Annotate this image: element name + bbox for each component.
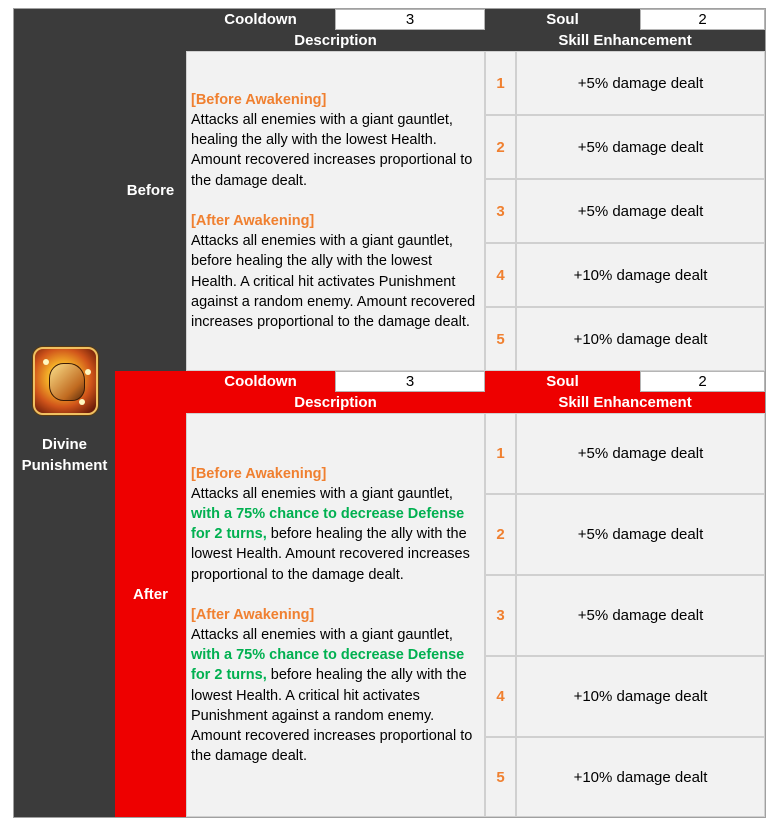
after-awakening-label: [After Awakening] — [191, 606, 315, 623]
phase-before-label: Before — [115, 9, 186, 371]
after-description-header: Description — [186, 392, 485, 413]
before-awakening-label: [Before Awakening] — [191, 465, 327, 482]
before-enhancement-level: 3 — [485, 179, 516, 243]
after-awakening-text: Attacks all enemies with a giant gauntlet, before healing the ally with the lowest Health. A critical hit activates Punishment against a random enemy. Amount recovered increases proportional to the damage dealt. — [191, 233, 476, 330]
before-soul-label: Soul — [485, 9, 640, 30]
before-enhancement-text: +5% damage dealt — [516, 51, 765, 115]
skill-name-line1: Divine — [41, 436, 87, 453]
phase-after-label: After — [115, 371, 186, 817]
debuff-highlight: with a 75% chance to decrease Defense for 2 turns, — [191, 505, 465, 543]
after-enhancement-text: +5% damage dealt — [516, 575, 765, 656]
before-awakening-label: [Before Awakening] — [191, 91, 327, 108]
before-enhancement-text: +10% damage dealt — [516, 307, 765, 371]
before-description-header: Description — [186, 30, 485, 51]
after-enhancement-level: 1 — [485, 413, 516, 494]
before-enhancement-level: 1 — [485, 51, 516, 115]
before-description — [186, 51, 485, 371]
after-enhancement-header: Skill Enhancement — [485, 392, 765, 413]
before-cooldown-value: 3 — [335, 9, 485, 30]
before-cooldown-label: Cooldown — [186, 9, 335, 30]
before-awakening-text: Attacks all enemies with a giant gauntlet, healing the ally with the lowest Health. Amount recovered increases proportional to the damage dealt. — [191, 112, 473, 189]
after-enhancement-text: +5% damage dealt — [516, 494, 765, 575]
spark-icon — [43, 359, 49, 365]
before-enhancement-level: 4 — [485, 243, 516, 307]
gauntlet-icon — [49, 363, 85, 401]
before-enhancement-level: 5 — [485, 307, 516, 371]
spark-icon — [85, 369, 91, 375]
after-enhancement-text: +10% damage dealt — [516, 737, 765, 817]
before-enhancement-text: +10% damage dealt — [516, 243, 765, 307]
before-enhancement-text: +5% damage dealt — [516, 179, 765, 243]
before-enhancement-level: 2 — [485, 115, 516, 179]
text-segment: Attacks all enemies with a giant gauntlet, — [191, 627, 453, 643]
after-enhancement-level: 5 — [485, 737, 516, 817]
after-cooldown-value: 3 — [335, 371, 485, 392]
after-enhancement-text: +5% damage dealt — [516, 413, 765, 494]
skill-name — [14, 434, 115, 476]
after-description — [186, 413, 485, 817]
after-enhancement-level: 4 — [485, 656, 516, 737]
text-segment: Attacks all enemies with a giant gauntlet, — [191, 485, 453, 502]
spark-icon — [79, 399, 85, 405]
text-segment: before healing the ally with the lowest Health. Amount recovered increases proportional to the damage dealt. — [191, 526, 470, 583]
after-enhancement-level: 3 — [485, 575, 516, 656]
before-awakening-text — [191, 484, 480, 585]
after-enhancement-level: 2 — [485, 494, 516, 575]
after-soul-value: 2 — [640, 371, 765, 392]
after-awakening-label: [After Awakening] — [191, 212, 315, 229]
skill-name-line2: Punishment — [21, 457, 108, 474]
gauntlet-skill-icon — [33, 347, 98, 415]
after-awakening-text — [191, 625, 480, 766]
after-cooldown-label: Cooldown — [186, 371, 335, 392]
before-enhancement-header: Skill Enhancement — [485, 30, 765, 51]
debuff-highlight: with a 75% chance to decrease Defense for 2 turns, — [191, 647, 465, 684]
after-enhancement-text: +10% damage dealt — [516, 656, 765, 737]
before-enhancement-text: +5% damage dealt — [516, 115, 765, 179]
after-soul-label: Soul — [485, 371, 640, 392]
text-segment: before healing the ally with the lowest Health. A critical hit activates Punishment against a random enemy. Amount recovered increases proportional to the damage dealt. — [191, 667, 473, 765]
before-soul-value: 2 — [640, 9, 765, 30]
